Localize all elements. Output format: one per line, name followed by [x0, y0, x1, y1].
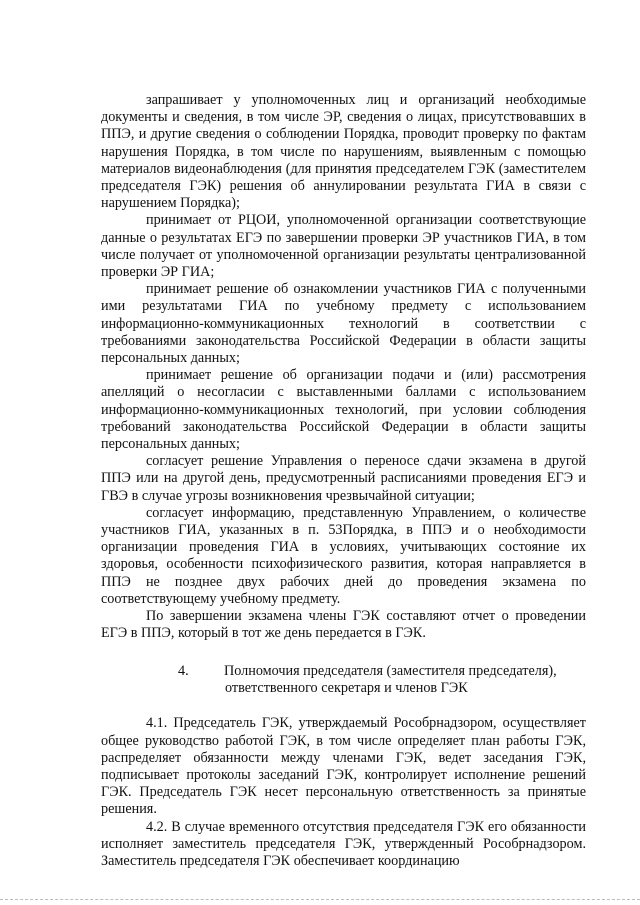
paragraph: принимает от РЦОИ, уполномоченной организации соответствующие данные о результатах ЕГЭ по завершении проверки ЭР участников ГИА, в том числе получает от уполномоченной организации результаты централизованной проверки ЭР ГИА; — [101, 212, 586, 281]
top-text-block — [101, 92, 586, 643]
paragraph: 4.1. Председатель ГЭК, утверждаемый Рособрнадзором, осуществляет общее руководство работой ГЭК, в том числе определяет план работы ГЭК, распределяет обязанности между членами ГЭК, ведет заседания ГЭК, подписывает протоколы заседаний ГЭК, контролирует исполнение решений ГЭК. Председатель ГЭК несет персональную ответственность за принятые решения. — [101, 715, 586, 818]
scan-edge-line — [0, 899, 640, 901]
section-title-line1: Полномочия председателя (заместителя председателя), — [224, 662, 557, 679]
paragraph: По завершении экзамена члены ГЭК составляют отчет о проведении ЕГЭ в ППЭ, который в тот же день передается в ГЭК. — [101, 608, 586, 642]
paragraph: принимает решение об ознакомлении участников ГИА с полученными ими результатами ГИА по учебному предмету с использованием информационно-коммуникационных технологий в соответствии с требованиями законодательства Российской Федерации в области защиты персональных данных; — [101, 281, 586, 367]
paragraph: запрашивает у уполномоченных лиц и организаций необходимые документы и сведения, в том числе ЭР, сведения о лицах, присутствовавших в ППЭ, и другие сведения о соблюдении Порядка, проводит проверку по фактам нарушения Порядка, в том числе по нарушениям, выявленным с помощью материалов видеонаблюдения (для принятия председателем ГЭК (заместителем председателя ГЭК) решения об аннулировании результата ГИА в связи с нарушением Порядка); — [101, 92, 586, 212]
paragraph: 4.2. В случае временного отсутствия председателя ГЭК его обязанности исполняет заместитель председателя ГЭК, утвержденный Рособрнадзором. Заместитель председателя ГЭК обеспечивает координацию — [101, 818, 586, 869]
section-title-line2: ответственного секретаря и членов ГЭК — [225, 679, 468, 696]
paragraph: согласует решение Управления о переносе сдачи экзамена в другой ППЭ или на другой день, предусмотренный расписаниями проведения ЕГЭ и ГВЭ в случае угрозы возникновения чрезвычайной ситуации; — [101, 453, 586, 504]
section-heading — [101, 663, 586, 698]
paragraph: согласует информацию, представленную Управлением, о количестве участников ГИА, указанных в п. 53Порядка, в ППЭ и о необходимости организации проведения ГИА в условиях, учитывающих состояние их здоровья, особенности психофизического развития, которая направляется в ППЭ не позднее двух рабочих дней до проведения экзамена по соответствующему учебному предмету. — [101, 504, 586, 607]
paragraph: принимает решение об организации подачи и (или) рассмотрения апелляций о несогласии с выставленными баллами с использованием информационно-коммуникационных технологий, при условии соблюдения требований законодательства Российской Федерации в области защиты персональных данных; — [101, 367, 586, 453]
section-number: 4. — [178, 662, 189, 679]
bottom-text-block — [101, 715, 586, 870]
